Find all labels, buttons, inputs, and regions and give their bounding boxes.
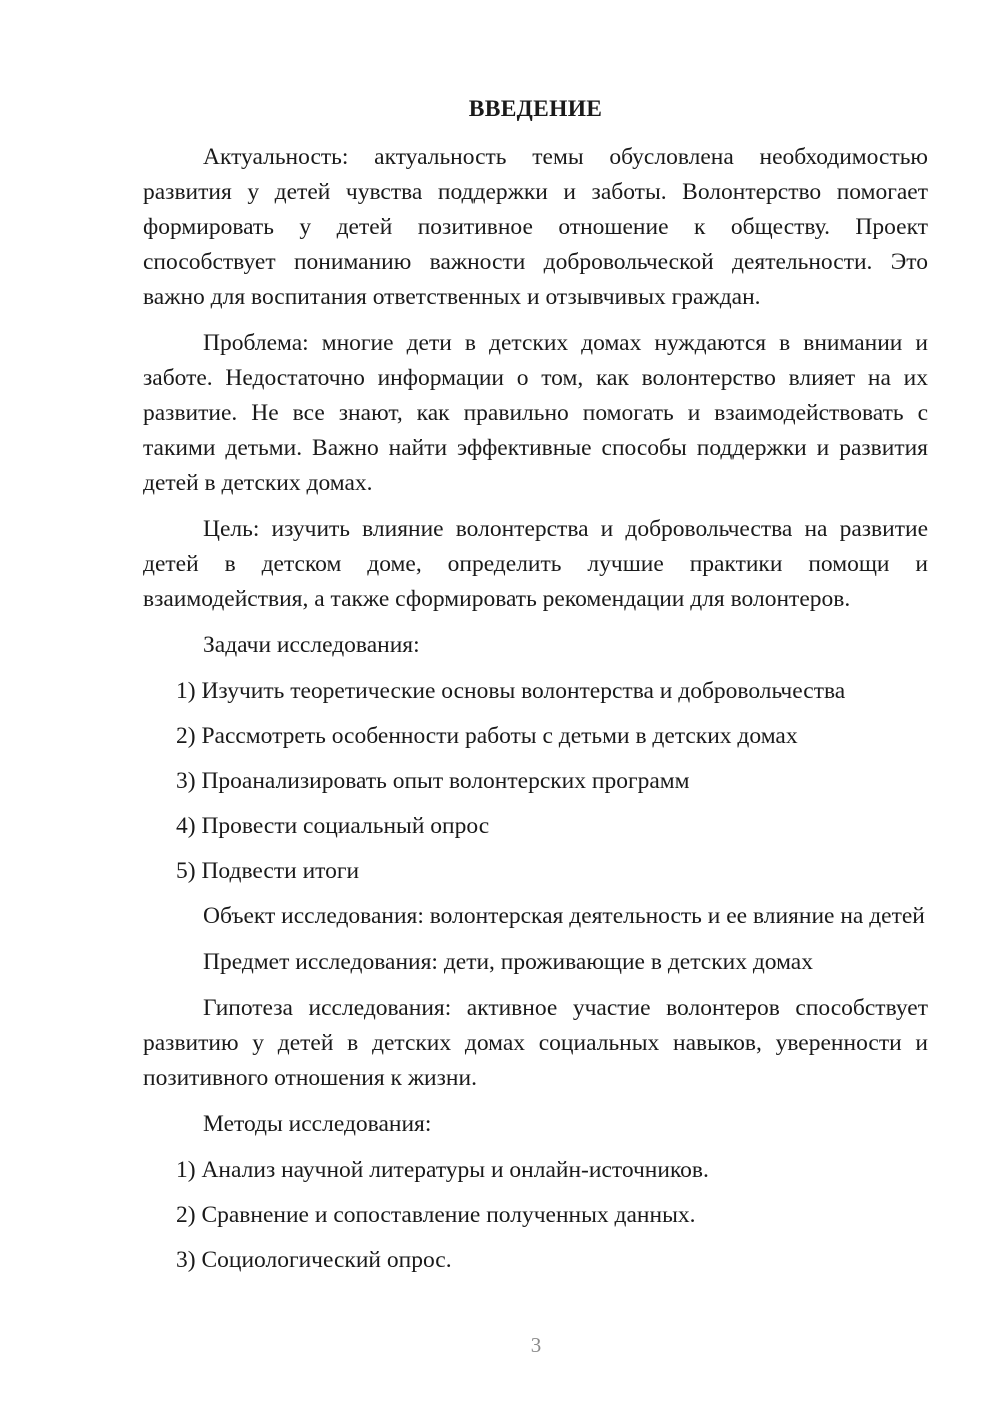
hypothesis-paragraph: Гипотеза исследования: активное участие волонтеров способствует развитию у детей в детских домах социальных навыков, уверенности и позитивного отношения к жизни. xyxy=(143,995,928,1091)
list-item: 5) Подвести итоги xyxy=(176,858,360,884)
list-item: 4) Провести социальный опрос xyxy=(176,813,490,839)
relevance-paragraph: Актуальность: актуальность темы обусловлена необходимостью развития у детей чувства поддержки и заботы. Волонтерство помогает формировать у детей позитивное отношение к обществу. Проект способствует пониманию важности добровольческой деятельности. Это важно для воспитания ответственных и отзывчивых граждан. xyxy=(143,144,928,310)
list-item: 2) Сравнение и сопоставление полученных данных. xyxy=(176,1202,696,1228)
page-number: 3 xyxy=(530,1333,542,1357)
list-item: 2) Рассмотреть особенности работы с детьми в детских домах xyxy=(176,723,798,749)
list-item: 1) Анализ научной литературы и онлайн-источников. xyxy=(176,1157,709,1183)
section-title: ВВЕДЕНИЕ xyxy=(468,96,603,122)
methods-label: Методы исследования: xyxy=(203,1111,432,1137)
page-content xyxy=(143,92,928,1278)
tasks-list xyxy=(143,674,928,889)
list-item: 3) Социологический опрос. xyxy=(176,1247,452,1273)
list-item: 3) Проанализировать опыт волонтерских программ xyxy=(176,768,690,794)
list-item: 1) Изучить теоретические основы волонтерства и добровольчества xyxy=(176,678,846,704)
tasks-label: Задачи исследования: xyxy=(203,632,420,658)
problem-paragraph: Проблема: многие дети в детских домах нуждаются в внимании и заботе. Недостаточно информации о том, как волонтерство влияет на их развитие. Не все знают, как правильно помогать и взаимодействовать с такими детьми. Важно найти эффективные способы поддержки и развития детей в детских домах. xyxy=(143,330,928,496)
goal-paragraph: Цель: изучить влияние волонтерства и добровольчества на развитие детей в детском доме, определить лучшие практики помощи и взаимодействия, а также сформировать рекомендации для волонтеров. xyxy=(143,516,928,612)
subject-paragraph: Предмет исследования: дети, проживающие в детских домах xyxy=(203,949,813,975)
object-paragraph: Объект исследования: волонтерская деятельность и ее влияние на детей xyxy=(203,903,925,929)
methods-list xyxy=(143,1153,928,1278)
